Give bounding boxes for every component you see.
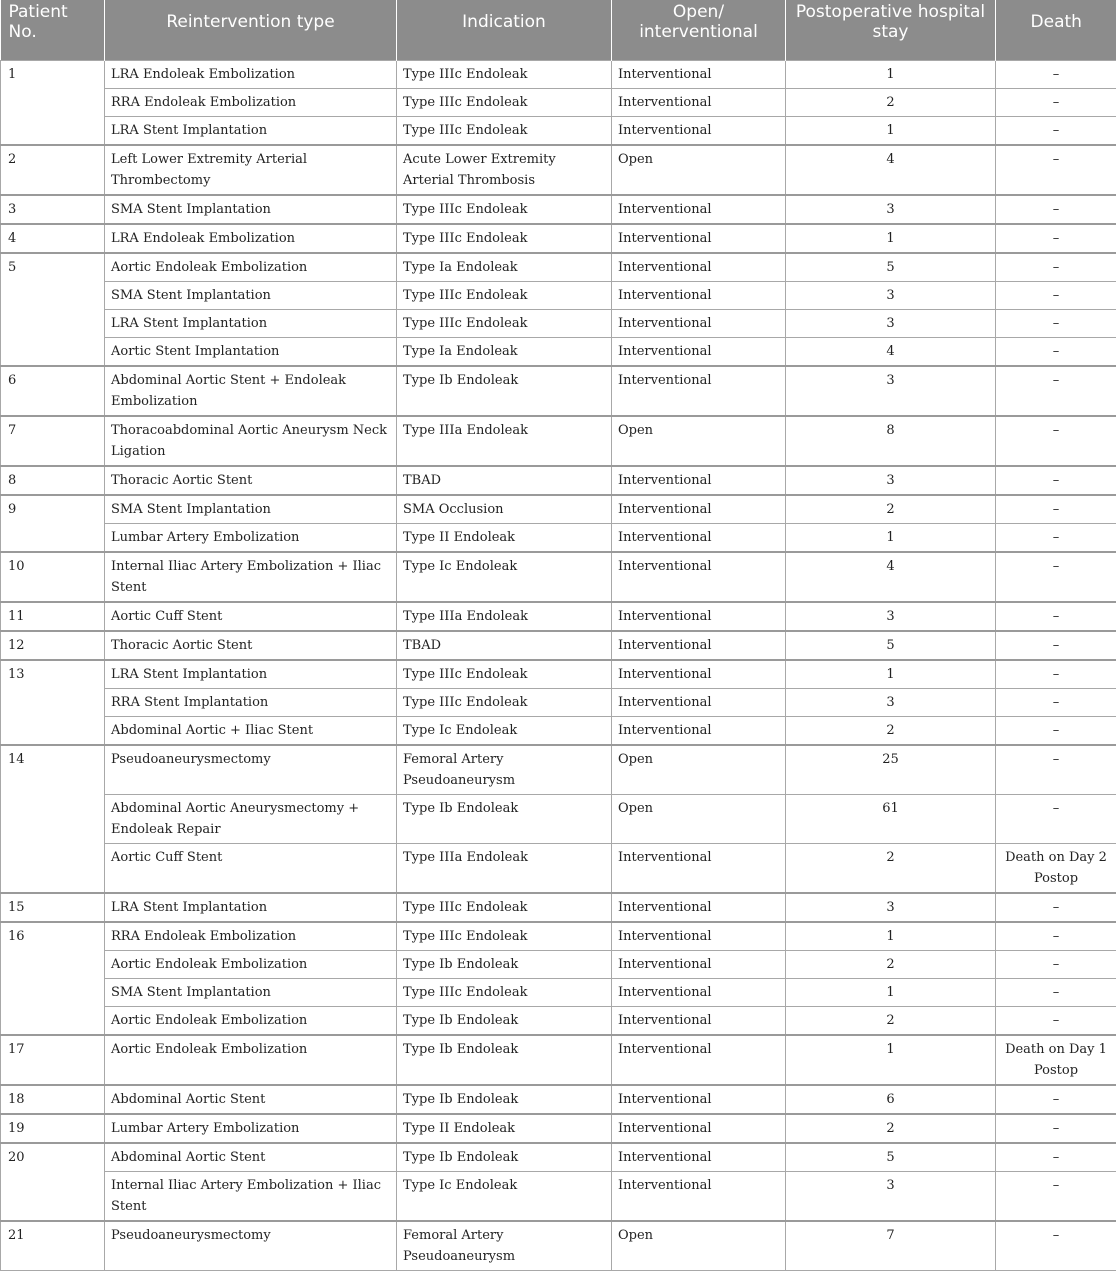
hospital-stay-cell: 6 [786, 1085, 996, 1114]
indication-cell: Type IIIc Endoleak [397, 116, 612, 145]
reintervention-type-cell: Aortic Cuff Stent [105, 843, 397, 893]
table-row [1, 1143, 1116, 1172]
table-row [1, 88, 1116, 116]
indication-cell: Acute Lower Extremity Arterial Thrombosis [397, 145, 612, 195]
approach-cell: Interventional [612, 1035, 786, 1085]
approach-cell: Interventional [612, 116, 786, 145]
death-cell: – [996, 466, 1116, 495]
reintervention-type-cell: LRA Stent Implantation [105, 660, 397, 689]
death-cell: – [996, 631, 1116, 660]
patient-number-cell: 21 [1, 1221, 105, 1271]
reintervention-type-cell: Internal Iliac Artery Embolization + Iliac Stent [105, 1171, 397, 1221]
patient-number-cell: 10 [1, 552, 105, 602]
table-row [1, 688, 1116, 716]
approach-cell: Open [612, 416, 786, 466]
hospital-stay-cell: 3 [786, 1171, 996, 1221]
indication-cell: Type II Endoleak [397, 523, 612, 552]
approach-cell: Open [612, 145, 786, 195]
patient-number-cell: 15 [1, 893, 105, 922]
reintervention-type-cell: LRA Endoleak Embolization [105, 224, 397, 253]
indication-cell: Type Ib Endoleak [397, 1143, 612, 1172]
table-row [1, 843, 1116, 893]
approach-cell: Open [612, 794, 786, 843]
death-cell: – [996, 1085, 1116, 1114]
reintervention-type-cell: Internal Iliac Artery Embolization + Iliac Stent [105, 552, 397, 602]
patient-number-cell: 16 [1, 922, 105, 1035]
death-cell: – [996, 552, 1116, 602]
death-cell: – [996, 224, 1116, 253]
patient-number-cell: 1 [1, 60, 105, 145]
patient-number-cell: 4 [1, 224, 105, 253]
table-row [1, 60, 1116, 88]
approach-cell: Interventional [612, 253, 786, 282]
table-row [1, 466, 1116, 495]
reintervention-type-cell: Aortic Endoleak Embolization [105, 253, 397, 282]
approach-cell: Interventional [612, 1114, 786, 1143]
hospital-stay-cell: 2 [786, 1006, 996, 1035]
header-row [1, 0, 1116, 60]
patient-number-cell: 8 [1, 466, 105, 495]
approach-cell: Open [612, 745, 786, 795]
hospital-stay-cell: 1 [786, 660, 996, 689]
patient-number-cell: 14 [1, 745, 105, 893]
death-cell: – [996, 794, 1116, 843]
table-row [1, 1085, 1116, 1114]
header-death: Death [996, 0, 1116, 60]
header-reintervention-type: Reintervention type [105, 0, 397, 60]
patient-number-cell: 3 [1, 195, 105, 224]
patient-number-cell: 2 [1, 145, 105, 195]
death-cell: – [996, 716, 1116, 745]
reintervention-type-cell: Aortic Endoleak Embolization [105, 1035, 397, 1085]
hospital-stay-cell: 1 [786, 116, 996, 145]
table-row [1, 195, 1116, 224]
approach-cell: Interventional [612, 1143, 786, 1172]
death-cell: – [996, 523, 1116, 552]
hospital-stay-cell: 2 [786, 1114, 996, 1143]
approach-cell: Interventional [612, 523, 786, 552]
table-row [1, 602, 1116, 631]
reintervention-type-cell: Abdominal Aortic + Iliac Stent [105, 716, 397, 745]
hospital-stay-cell: 2 [786, 495, 996, 524]
table-row [1, 309, 1116, 337]
table-row [1, 1171, 1116, 1221]
death-cell: – [996, 309, 1116, 337]
approach-cell: Interventional [612, 495, 786, 524]
hospital-stay-cell: 5 [786, 253, 996, 282]
header-patient-no: Patient No. [1, 0, 105, 60]
death-cell: – [996, 281, 1116, 309]
approach-cell: Interventional [612, 843, 786, 893]
reintervention-type-cell: Left Lower Extremity Arterial Thrombectomy [105, 145, 397, 195]
indication-cell: Type IIIc Endoleak [397, 922, 612, 951]
table-row [1, 116, 1116, 145]
table-row [1, 716, 1116, 745]
death-cell: – [996, 922, 1116, 951]
indication-cell: Type IIIc Endoleak [397, 309, 612, 337]
approach-cell: Interventional [612, 1171, 786, 1221]
approach-cell: Interventional [612, 309, 786, 337]
approach-cell: Interventional [612, 195, 786, 224]
reintervention-type-cell: Pseudoaneurysmectomy [105, 745, 397, 795]
reintervention-type-cell: RRA Endoleak Embolization [105, 88, 397, 116]
reintervention-type-cell: LRA Stent Implantation [105, 309, 397, 337]
table-row [1, 794, 1116, 843]
indication-cell: Type IIIc Endoleak [397, 60, 612, 88]
hospital-stay-cell: 1 [786, 60, 996, 88]
hospital-stay-cell: 3 [786, 688, 996, 716]
reintervention-type-cell: Pseudoaneurysmectomy [105, 1221, 397, 1271]
indication-cell: Type IIIc Endoleak [397, 688, 612, 716]
table-row [1, 745, 1116, 795]
hospital-stay-cell: 1 [786, 978, 996, 1006]
hospital-stay-cell: 61 [786, 794, 996, 843]
patient-number-cell: 12 [1, 631, 105, 660]
approach-cell: Interventional [612, 716, 786, 745]
indication-cell: Type IIIa Endoleak [397, 843, 612, 893]
reintervention-type-cell: Abdominal Aortic Stent + Endoleak Embolization [105, 366, 397, 416]
approach-cell: Interventional [612, 602, 786, 631]
reintervention-type-cell: SMA Stent Implantation [105, 195, 397, 224]
approach-cell: Interventional [612, 88, 786, 116]
approach-cell: Interventional [612, 224, 786, 253]
indication-cell: Type IIIc Endoleak [397, 660, 612, 689]
indication-cell: Type Ic Endoleak [397, 552, 612, 602]
death-cell: – [996, 88, 1116, 116]
indication-cell: Type IIIa Endoleak [397, 602, 612, 631]
table-row [1, 893, 1116, 922]
patient-number-cell: 11 [1, 602, 105, 631]
table-body [1, 60, 1116, 1270]
reintervention-type-cell: Thoracic Aortic Stent [105, 466, 397, 495]
patient-number-cell: 18 [1, 1085, 105, 1114]
approach-cell: Interventional [612, 60, 786, 88]
table-row [1, 145, 1116, 195]
reintervention-type-cell: Abdominal Aortic Aneurysmectomy + Endoleak Repair [105, 794, 397, 843]
hospital-stay-cell: 2 [786, 716, 996, 745]
reintervention-type-cell: Abdominal Aortic Stent [105, 1143, 397, 1172]
indication-cell: Type IIIc Endoleak [397, 88, 612, 116]
death-cell: – [996, 116, 1116, 145]
table-row [1, 416, 1116, 466]
death-cell: – [996, 337, 1116, 366]
indication-cell: Type IIIa Endoleak [397, 416, 612, 466]
hospital-stay-cell: 5 [786, 631, 996, 660]
table-row [1, 978, 1116, 1006]
approach-cell: Interventional [612, 978, 786, 1006]
approach-cell: Interventional [612, 1006, 786, 1035]
reintervention-type-cell: LRA Endoleak Embolization [105, 60, 397, 88]
death-cell: – [996, 978, 1116, 1006]
death-cell: – [996, 145, 1116, 195]
death-cell: – [996, 1143, 1116, 1172]
table-row [1, 366, 1116, 416]
death-cell: – [996, 660, 1116, 689]
table-row [1, 281, 1116, 309]
table-row [1, 523, 1116, 552]
table-row [1, 1006, 1116, 1035]
indication-cell: Type IIIc Endoleak [397, 281, 612, 309]
hospital-stay-cell: 3 [786, 281, 996, 309]
reintervention-type-cell: Aortic Cuff Stent [105, 602, 397, 631]
death-cell: – [996, 1114, 1116, 1143]
table-row [1, 337, 1116, 366]
death-cell: – [996, 495, 1116, 524]
hospital-stay-cell: 5 [786, 1143, 996, 1172]
hospital-stay-cell: 4 [786, 552, 996, 602]
death-cell: – [996, 1221, 1116, 1271]
patient-number-cell: 13 [1, 660, 105, 745]
hospital-stay-cell: 4 [786, 145, 996, 195]
patient-number-cell: 17 [1, 1035, 105, 1085]
death-cell: – [996, 1171, 1116, 1221]
header-open-interventional: Open/ interventional [612, 0, 786, 60]
table-header [1, 0, 1116, 60]
approach-cell: Open [612, 1221, 786, 1271]
death-cell: – [996, 602, 1116, 631]
indication-cell: Type II Endoleak [397, 1114, 612, 1143]
indication-cell: Type Ib Endoleak [397, 950, 612, 978]
death-cell: – [996, 195, 1116, 224]
death-cell: – [996, 745, 1116, 795]
hospital-stay-cell: 1 [786, 1035, 996, 1085]
reintervention-type-cell: Aortic Endoleak Embolization [105, 1006, 397, 1035]
death-cell: – [996, 1006, 1116, 1035]
header-postoperative-stay: Postoperative hospital stay [786, 0, 996, 60]
table-row [1, 660, 1116, 689]
hospital-stay-cell: 25 [786, 745, 996, 795]
indication-cell: Type Ib Endoleak [397, 1035, 612, 1085]
indication-cell: Type Ib Endoleak [397, 1085, 612, 1114]
indication-cell: Femoral Artery Pseudoaneurysm [397, 1221, 612, 1271]
reintervention-type-cell: Aortic Endoleak Embolization [105, 950, 397, 978]
death-cell: – [996, 893, 1116, 922]
approach-cell: Interventional [612, 366, 786, 416]
hospital-stay-cell: 2 [786, 88, 996, 116]
death-cell: Death on Day 1 Postop [996, 1035, 1116, 1085]
hospital-stay-cell: 2 [786, 950, 996, 978]
patient-number-cell: 6 [1, 366, 105, 416]
table-row [1, 1035, 1116, 1085]
reintervention-type-cell: LRA Stent Implantation [105, 116, 397, 145]
death-cell: – [996, 950, 1116, 978]
patient-number-cell: 9 [1, 495, 105, 552]
hospital-stay-cell: 3 [786, 366, 996, 416]
reintervention-type-cell: Aortic Stent Implantation [105, 337, 397, 366]
hospital-stay-cell: 3 [786, 309, 996, 337]
patient-number-cell: 7 [1, 416, 105, 466]
death-cell: – [996, 60, 1116, 88]
approach-cell: Interventional [612, 922, 786, 951]
indication-cell: Type Ia Endoleak [397, 337, 612, 366]
reintervention-type-cell: SMA Stent Implantation [105, 978, 397, 1006]
reintervention-type-cell: RRA Endoleak Embolization [105, 922, 397, 951]
approach-cell: Interventional [612, 660, 786, 689]
approach-cell: Interventional [612, 631, 786, 660]
table-row [1, 631, 1116, 660]
patient-number-cell: 19 [1, 1114, 105, 1143]
hospital-stay-cell: 7 [786, 1221, 996, 1271]
indication-cell: Type Ib Endoleak [397, 794, 612, 843]
indication-cell: Type Ic Endoleak [397, 1171, 612, 1221]
indication-cell: Type IIIc Endoleak [397, 224, 612, 253]
reintervention-type-cell: Abdominal Aortic Stent [105, 1085, 397, 1114]
death-cell: Death on Day 2 Postop [996, 843, 1116, 893]
indication-cell: Type Ia Endoleak [397, 253, 612, 282]
indication-cell: Type IIIc Endoleak [397, 893, 612, 922]
approach-cell: Interventional [612, 688, 786, 716]
reintervention-type-cell: Thoracoabdominal Aortic Aneurysm Neck Ligation [105, 416, 397, 466]
indication-cell: Type IIIc Endoleak [397, 195, 612, 224]
indication-cell: TBAD [397, 466, 612, 495]
patient-number-cell: 20 [1, 1143, 105, 1221]
hospital-stay-cell: 3 [786, 893, 996, 922]
indication-cell: Type Ib Endoleak [397, 366, 612, 416]
death-cell: – [996, 366, 1116, 416]
hospital-stay-cell: 3 [786, 466, 996, 495]
table-row [1, 224, 1116, 253]
indication-cell: Type Ib Endoleak [397, 1006, 612, 1035]
indication-cell: Femoral Artery Pseudoaneurysm [397, 745, 612, 795]
header-indication: Indication [397, 0, 612, 60]
approach-cell: Interventional [612, 552, 786, 602]
table-row [1, 1114, 1116, 1143]
reintervention-type-cell: SMA Stent Implantation [105, 495, 397, 524]
reintervention-type-cell: RRA Stent Implantation [105, 688, 397, 716]
death-cell: – [996, 688, 1116, 716]
patient-number-cell: 5 [1, 253, 105, 366]
approach-cell: Interventional [612, 281, 786, 309]
table-row [1, 1221, 1116, 1271]
hospital-stay-cell: 1 [786, 224, 996, 253]
hospital-stay-cell: 3 [786, 195, 996, 224]
table-row [1, 552, 1116, 602]
approach-cell: Interventional [612, 1085, 786, 1114]
indication-cell: SMA Occlusion [397, 495, 612, 524]
reintervention-type-cell: LRA Stent Implantation [105, 893, 397, 922]
hospital-stay-cell: 4 [786, 337, 996, 366]
approach-cell: Interventional [612, 893, 786, 922]
reintervention-type-cell: SMA Stent Implantation [105, 281, 397, 309]
hospital-stay-cell: 1 [786, 523, 996, 552]
death-cell: – [996, 416, 1116, 466]
approach-cell: Interventional [612, 337, 786, 366]
approach-cell: Interventional [612, 950, 786, 978]
reintervention-type-cell: Lumbar Artery Embolization [105, 1114, 397, 1143]
hospital-stay-cell: 8 [786, 416, 996, 466]
hospital-stay-cell: 1 [786, 922, 996, 951]
hospital-stay-cell: 3 [786, 602, 996, 631]
death-cell: – [996, 253, 1116, 282]
table-row [1, 253, 1116, 282]
table-row [1, 950, 1116, 978]
approach-cell: Interventional [612, 466, 786, 495]
hospital-stay-cell: 2 [786, 843, 996, 893]
indication-cell: TBAD [397, 631, 612, 660]
indication-cell: Type IIIc Endoleak [397, 978, 612, 1006]
reintervention-type-cell: Thoracic Aortic Stent [105, 631, 397, 660]
table-row [1, 495, 1116, 524]
reintervention-type-cell: Lumbar Artery Embolization [105, 523, 397, 552]
table-row [1, 922, 1116, 951]
indication-cell: Type Ic Endoleak [397, 716, 612, 745]
